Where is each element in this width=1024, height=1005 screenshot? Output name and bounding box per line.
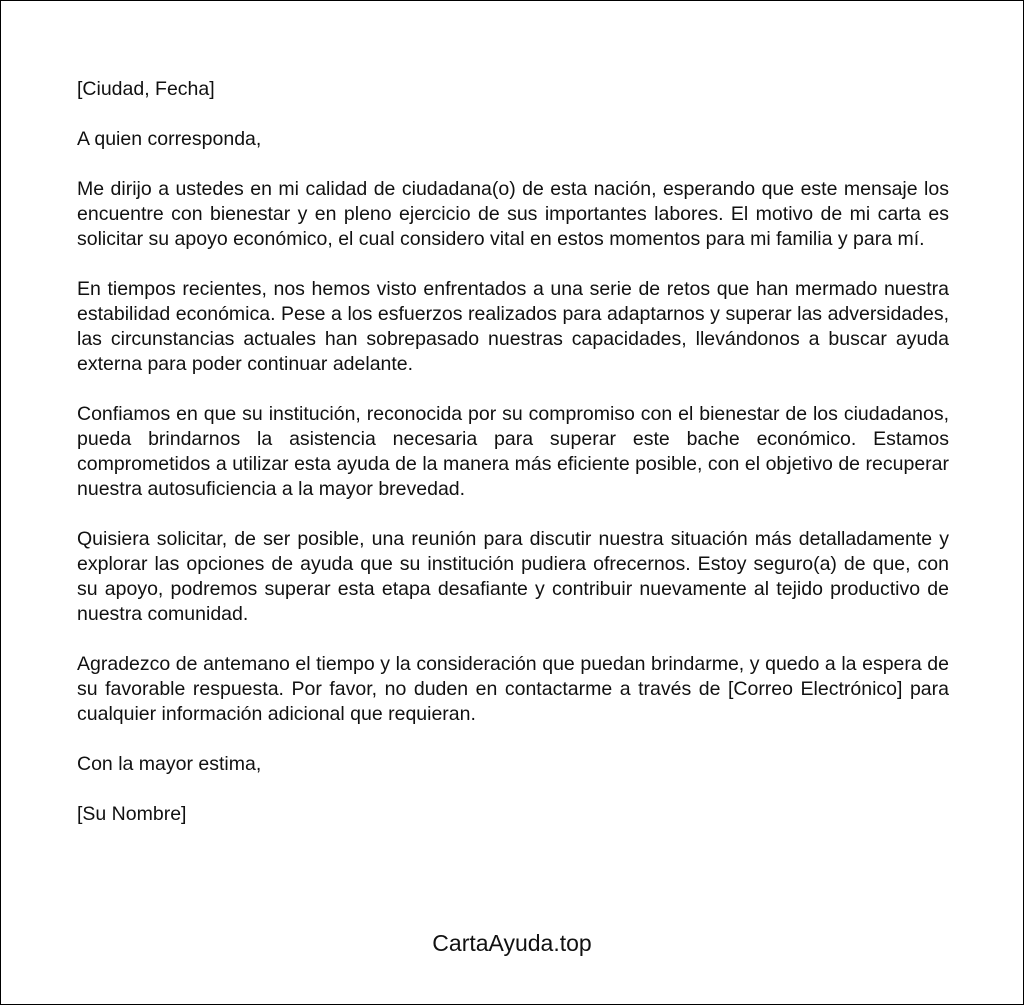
paragraph-request: Confiamos en que su institución, reconocida por su compromiso con el bienestar de los ciudadanos, pueda brindarnos la asistencia necesaria para superar este bache económico. Estamos comprometidos a utilizar esta ayuda de la manera más eficiente posible, con el objetivo de recuperar nuestra autosuficiencia a la mayor brevedad. xyxy=(77,403,949,500)
closing-line: Con la mayor estima, xyxy=(77,753,262,775)
letter-body xyxy=(77,77,949,852)
signature-line: [Su Nombre] xyxy=(77,803,187,825)
paragraph-thanks: Agradezco de antemano el tiempo y la consideración que puedan brindarme, y quedo a la espera de su favorable respuesta. Por favor, no duden en contactarme a través de [Correo Electrónico] para cualquier información adicional que requieran. xyxy=(77,653,949,725)
paragraph-meeting: Quisiera solicitar, de ser posible, una reunión para discutir nuestra situación más detalladamente y explorar las opciones de ayuda que su institución pudiera ofrecernos. Estoy seguro(a) de que, con su apoyo, podremos superar esta etapa desafiante y contribuir nuevamente al tejido productivo de nuestra comunidad. xyxy=(77,528,949,625)
place-date-line: [Ciudad, Fecha] xyxy=(77,78,215,100)
site-footer: CartaAyuda.top xyxy=(432,930,592,956)
paragraph-situation: En tiempos recientes, nos hemos visto enfrentados a una serie de retos que han mermado nuestra estabilidad económica. Pese a los esfuerzos realizados para adaptarnos y superar las adversidades, las circunstancias actuales han sobrepasado nuestras capacidades, llevándonos a buscar ayuda externa para poder continuar adelante. xyxy=(77,278,949,375)
paragraph-intro: Me dirijo a ustedes en mi calidad de ciudadana(o) de esta nación, esperando que este mensaje los encuentre con bienestar y en pleno ejercicio de sus importantes labores. El motivo de mi carta es solicitar su apoyo económico, el cual considero vital en estos momentos para mi familia y para mí. xyxy=(77,178,949,250)
greeting-line: A quien corresponda, xyxy=(77,128,262,150)
